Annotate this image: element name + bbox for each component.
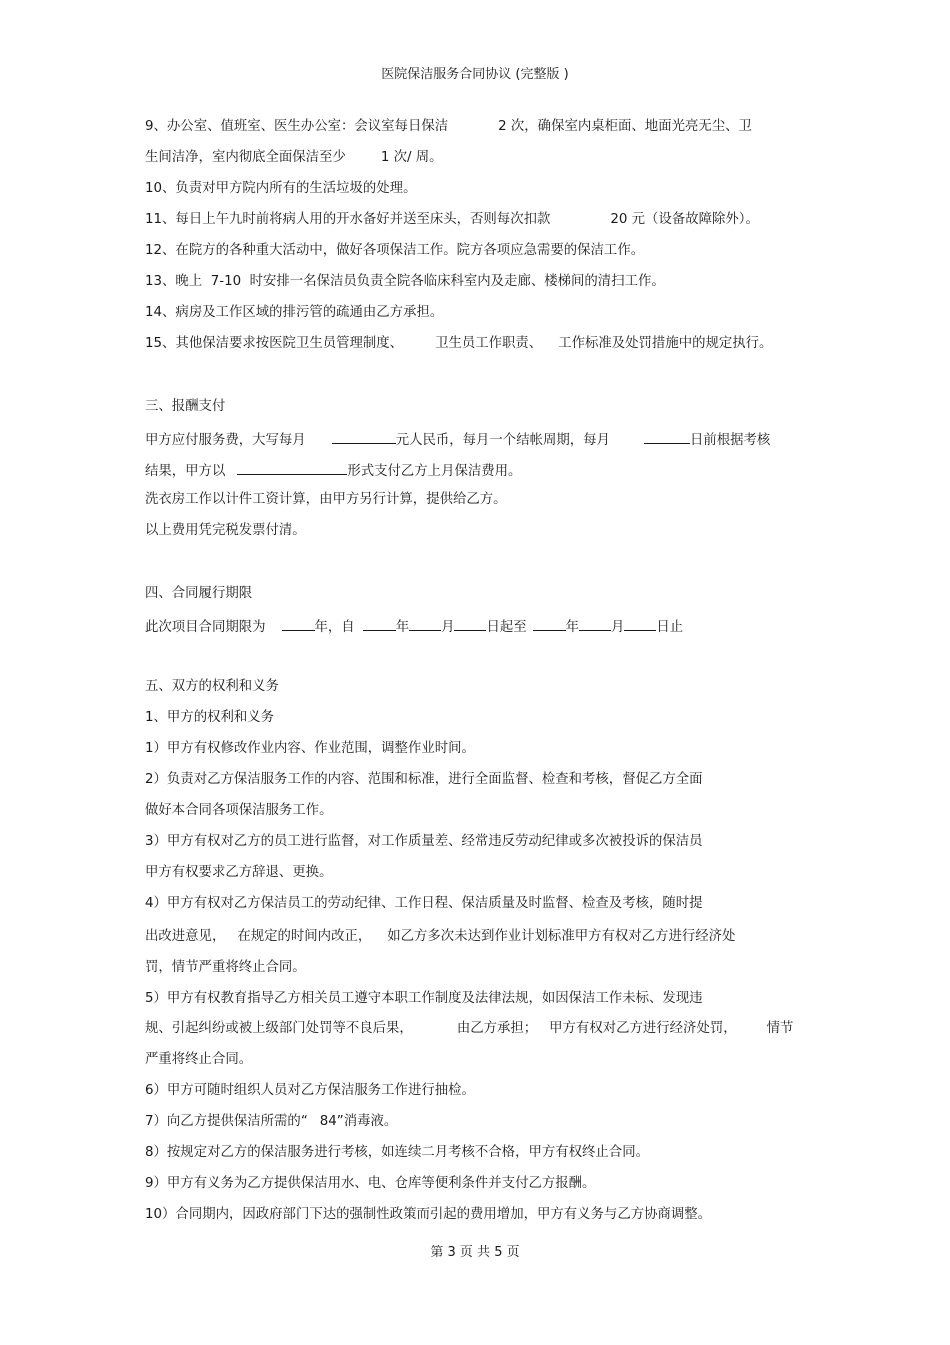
clause-text: 此次项目合同期限为 xyxy=(145,620,266,635)
day-blank xyxy=(644,429,690,444)
clause-text: 工作标准及处罚措施中的规定执行。 xyxy=(558,336,773,351)
clause-text: 卫生员工作职责、 xyxy=(435,336,543,351)
start-year-blank xyxy=(363,616,396,631)
clause-text: 84”消毒液。 xyxy=(319,1114,398,1129)
right-3-line-1: 3）甲方有权对乙方的员工进行监督，对工作质量差、经常违反劳动纪律或多次被投诉的保洁员 xyxy=(145,834,703,849)
clause-text: 在规定的时间内改正， xyxy=(237,929,372,944)
clause-text: 甲方有权对乙方进行经济处罚， xyxy=(549,1021,737,1036)
end-day-blank xyxy=(624,616,656,631)
clause-text: 生间洁净，室内彻底全面保洁至少 xyxy=(145,150,346,165)
clause-text: 月 xyxy=(441,620,455,635)
clause-text: 日前根据考核 xyxy=(689,433,771,448)
start-day-blank xyxy=(454,616,486,631)
payment-line-1 xyxy=(145,429,770,450)
clause-text: 月 xyxy=(611,620,625,635)
term-years-blank xyxy=(282,616,315,631)
section-5-title: 五、双方的权利和义务 xyxy=(145,679,279,694)
right-2-line-2: 做好本合同各项保洁服务工作。 xyxy=(145,803,333,818)
payment-form-blank xyxy=(237,460,347,475)
clause-text: 出改进意见， xyxy=(145,929,226,944)
payment-line-4: 以上费用凭完税发票付清。 xyxy=(145,523,306,538)
right-5-line-3: 严重将终止合同。 xyxy=(145,1052,253,1067)
clause-text: 9、办公室、值班室、医生办公室：会议室每日保洁 xyxy=(145,119,449,134)
right-10: 10）合同期内，因政府部门下达的强制性政策而引起的费用增加，甲方有义务与乙方协商调整。 xyxy=(145,1207,712,1222)
clause-text: 如乙方多次未达到作业计划标准甲方有权对乙方进行经济处 xyxy=(387,929,736,944)
right-2-line-1: 2）负责对乙方保洁服务工作的内容、范围和标准，进行全面监督、检查和考核，督促乙方全面 xyxy=(145,772,703,787)
term-line xyxy=(145,616,683,637)
right-4-line-2 xyxy=(145,928,735,946)
amount-blank xyxy=(332,429,396,444)
payment-line-2 xyxy=(145,460,521,481)
clause-13: 13、晚上 7-10 时安排一名保洁员负责全院各临床科室内及走廊、楼梯间的清扫工作。 xyxy=(145,274,665,289)
clause-text: 规、引起纠纷或被上级部门处罚等不良后果， xyxy=(145,1021,413,1036)
clause-10: 10、负责对甲方院内所有的生活垃圾的处理。 xyxy=(145,181,417,196)
clause-text: 年，自 xyxy=(314,620,355,635)
clause-text: 2 次，确保室内桌柜面、地面光亮无尘、卫 xyxy=(498,119,752,134)
clause-text: 甲方应付服务费，大写每月 xyxy=(145,433,306,448)
payment-line-3: 洗衣房工作以计件工资计算，由甲方另行计算，提供给乙方。 xyxy=(145,492,507,507)
clause-text: 形式支付乙方上月保洁费用。 xyxy=(347,464,522,479)
right-6: 6）甲方可随时组织人员对乙方保洁服务工作进行抽检。 xyxy=(145,1083,475,1098)
right-4-line-1: 4）甲方有权对乙方保洁员工的劳动纪律、工作日程、保洁质量及时监督、检查及考核，随时提 xyxy=(145,896,703,911)
clause-text: 11、每日上午九时前将病人用的开水备好并送至床头，否则每次扣款 xyxy=(145,212,551,227)
section-4-title: 四、合同履行期限 xyxy=(145,586,253,601)
clause-15 xyxy=(145,335,772,353)
clause-text: 年 xyxy=(395,620,410,635)
clause-12: 12、在院方的各种重大活动中，做好各项保洁工作。院方各项应急需要的保洁工作。 xyxy=(145,243,645,258)
clause-text: 1 次/ 周。 xyxy=(380,150,443,165)
clause-text: 日止 xyxy=(656,620,684,635)
right-8: 8）按规定对乙方的保洁服务进行考核，如连续二月考核不合格，甲方有权终止合同。 xyxy=(145,1145,649,1160)
start-month-blank xyxy=(409,616,441,631)
clause-text: 7）向乙方提供保洁所需的“ xyxy=(145,1114,308,1129)
clause-text: 15、其他保洁要求按医院卫生员管理制度、 xyxy=(145,336,404,351)
right-5-line-1: 5）甲方有权教育指导乙方相关员工遵守本职工作制度及法律法规，如因保洁工作未标、发现违 xyxy=(145,991,703,1006)
right-7 xyxy=(145,1113,397,1131)
right-1: 1）甲方有权修改作业内容、作业范围，调整作业时间。 xyxy=(145,741,475,756)
clause-14: 14、病房及工作区域的排污管的疏通由乙方承担。 xyxy=(145,305,444,320)
clause-text: 情节 xyxy=(766,1021,794,1036)
right-3-line-2: 甲方有权要求乙方辞退、更换。 xyxy=(145,865,333,880)
page-number: 第 3 页 共 5 页 xyxy=(430,1245,520,1260)
clause-text: 元人民币，每月一个结帐周期，每月 xyxy=(395,433,610,448)
clause-9-line-2 xyxy=(145,149,443,167)
clause-9-line-1 xyxy=(145,118,752,136)
end-month-blank xyxy=(579,616,611,631)
section-3-title: 三、报酬支付 xyxy=(145,399,226,414)
right-5-line-2 xyxy=(145,1020,793,1038)
clause-text: 年 xyxy=(565,620,580,635)
clause-11 xyxy=(145,211,759,229)
end-year-blank xyxy=(533,616,566,631)
section-5-1-title: 1、甲方的权利和义务 xyxy=(145,710,275,725)
right-4-line-3: 罚，情节严重将终止合同。 xyxy=(145,960,306,975)
clause-text: 日起至 xyxy=(486,620,527,635)
right-9: 9）甲方有义务为乙方提供保洁用水、电、仓库等便利条件并支付乙方报酬。 xyxy=(145,1176,596,1191)
clause-text: 由乙方承担； xyxy=(456,1021,538,1036)
clause-text: 结果，甲方以 xyxy=(145,464,226,479)
clause-text: 20 元（设备故障除外）。 xyxy=(610,212,759,227)
document-header: 医院保洁服务合同协议 (完整版 ) xyxy=(381,67,569,82)
